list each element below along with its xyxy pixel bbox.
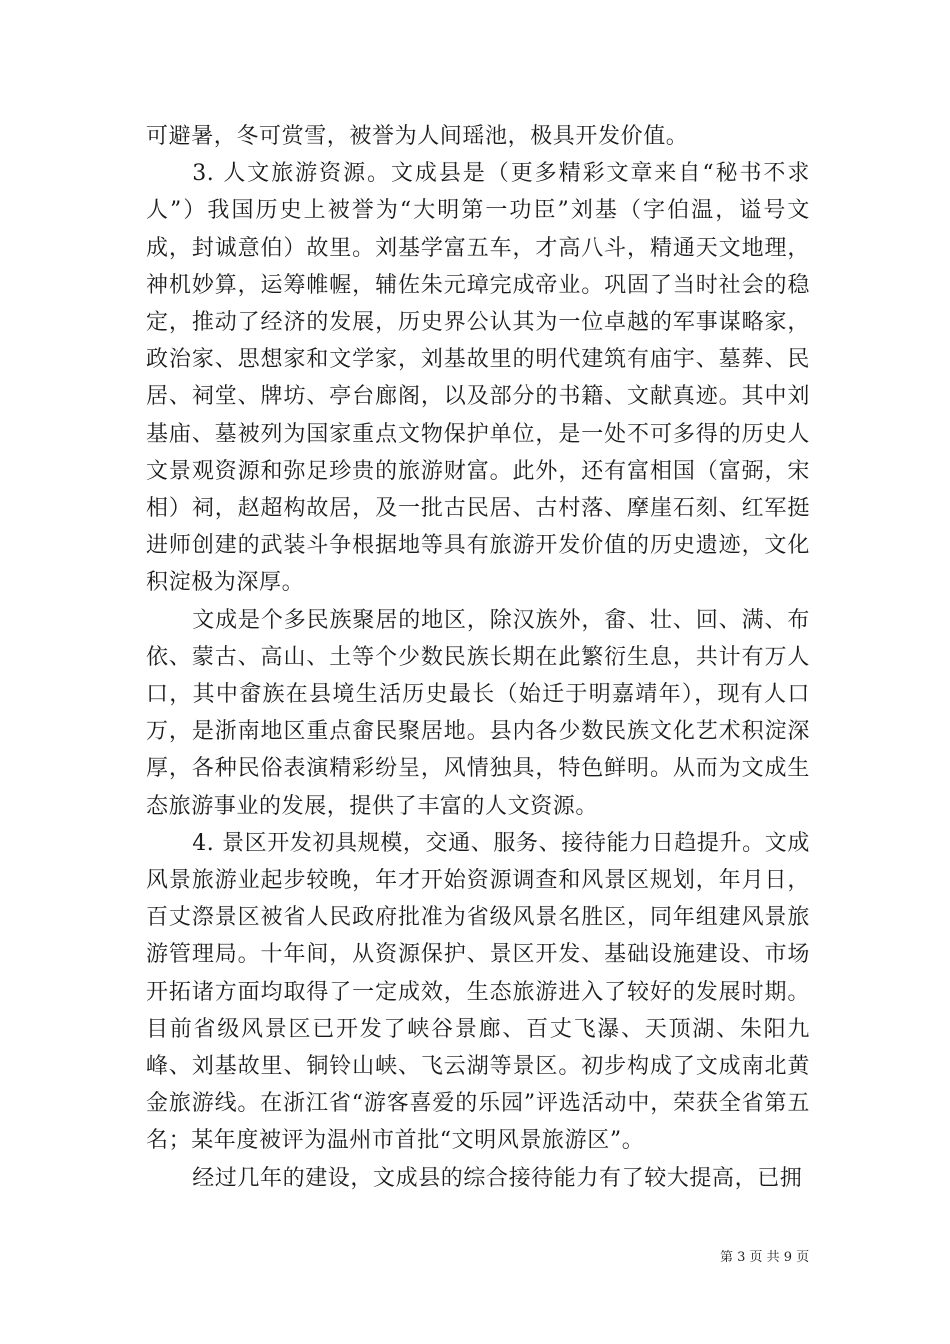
document-body — [146, 118, 810, 1197]
paragraph-reception-capacity: 经过几年的建设，文成县的综合接待能力有了较大提高，已拥 — [192, 1165, 803, 1191]
paragraph-scenic-development: 4. 景区开发初具规模，交通、服务、接待能力日趋提升。文成风景旅游业起步较晚，年才开始资源调查和风景区规划，年月日，百丈漈景区被省人民政府批准为省级风景名胜区，同年组建风景旅游管理局。十年间，从资源保护、景区开发、基础设施建设、市场开拓诸方面均取得了一定成效，生态旅游进入了较好的发展时期。目前省级风景区已开发了峡谷景廊、百丈飞瀑、天顶湖、朱阳九峰、刘基故里、铜铃山峡、飞云湖等景区。初步构成了文成南北黄金旅游线。在浙江省“游客喜爱的乐园”评选活动中，荣获全省第五名；某年度被评为温州市首批“文明风景旅游区”。 — [146, 830, 810, 1154]
paragraph-ethnic-groups: 文成是个多民族聚居的地区，除汉族外，畲、壮、回、满、布依、蒙古、高山、土等个少数民族长期在此繁衍生息，共计有万人口，其中畲族在县境生活历史最长（始迁于明嘉靖年），现有人口万，是浙南地区重点畲民聚居地。县内各少数民族文化艺术积淀深厚，各种民俗表演精彩纷呈，风情独具，特色鲜明。从而为文成生态旅游事业的发展，提供了丰富的人文资源。 — [146, 607, 810, 819]
paragraph-cultural-resources: 3. 人文旅游资源。文成县是（更多精彩文章来自“秘书不求人”）我国历史上被誉为“大明第一功臣”刘基（字伯温，谥号文成，封诚意伯）故里。刘基学富五车，才高八斗，精通天文地理，神机妙算，运筹帷幄，辅佐朱元璋完成帝业。巩固了当时社会的稳定，推动了经济的发展，历史界公认其为一位卓越的军事谋略家，政治家、思想家和文学家，刘基故里的明代建筑有庙宇、墓葬、民居、祠堂、牌坊、亭台廊阁，以及部分的书籍、文献真迹。其中刘基庙、墓被列为国家重点文物保护单位，是一处不可多得的历史人文景观资源和弥足珍贵的旅游财富。此外，还有富相国（富弼，宋相）祠，赵超构故居，及一批古民居、古村落、摩崖石刻、红军挺进师创建的武装斗争根据地等具有旅游开发价值的历史遗迹，文化积淀极为深厚。 — [146, 161, 810, 596]
page-number-footer: 第 3 页 共 9 页 — [720, 1250, 810, 1265]
paragraph-continuation: 可避暑，冬可赏雪，被誉为人间瑶池，极具开发价值。 — [146, 124, 689, 149]
